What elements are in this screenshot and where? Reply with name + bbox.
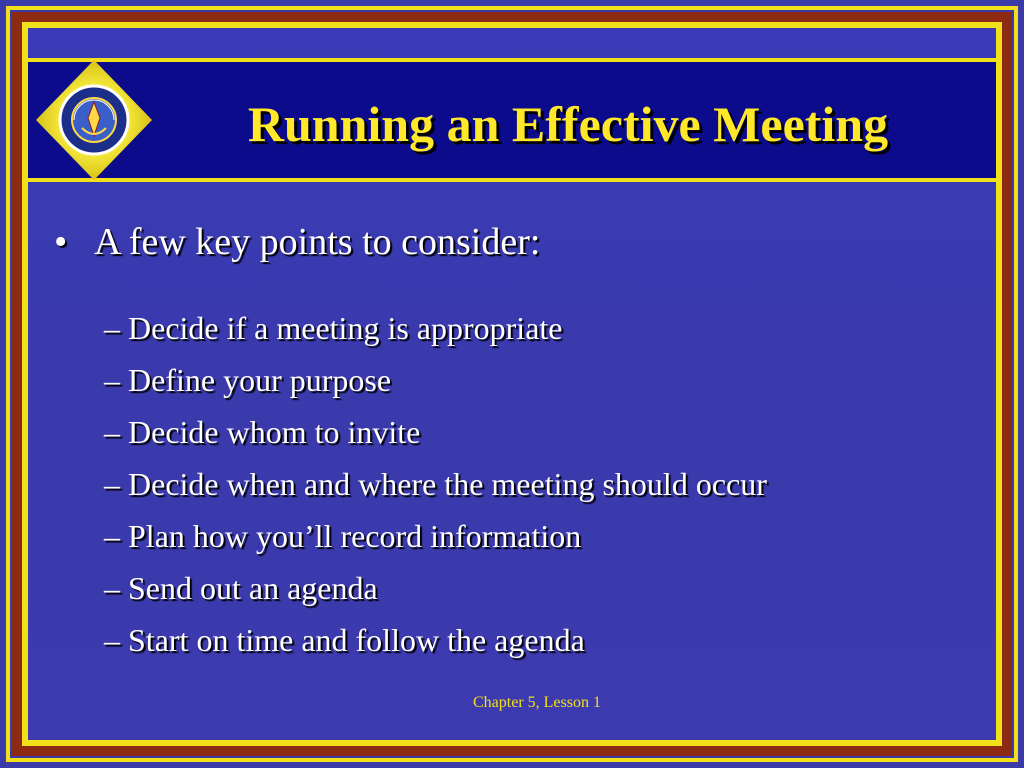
slide-content <box>28 28 996 740</box>
sub-bullet-item: – Decide whom to invite <box>104 414 421 450</box>
sub-bullet-item: – Decide when and where the meeting should occur <box>104 466 767 502</box>
sub-bullet-item: – Send out an agenda <box>104 570 378 606</box>
page-title: Running an Effective Meeting <box>247 96 889 152</box>
sub-bullet-item: – Define your purpose <box>104 362 392 398</box>
main-bullet <box>54 220 540 264</box>
bullet-marker: • <box>54 221 68 263</box>
main-bullet-text: A few key points to consider: <box>94 221 541 263</box>
sub-bullet-item: – Decide if a meeting is appropriate <box>104 310 563 346</box>
sub-bullet-item: – Start on time and follow the agenda <box>104 622 585 658</box>
sub-bullet-list <box>104 302 767 666</box>
sub-bullet-item: – Plan how you’ll record information <box>104 518 582 554</box>
slide-footer: Chapter 5, Lesson 1 <box>473 694 601 711</box>
air-force-jrotc-emblem-icon <box>34 58 154 182</box>
